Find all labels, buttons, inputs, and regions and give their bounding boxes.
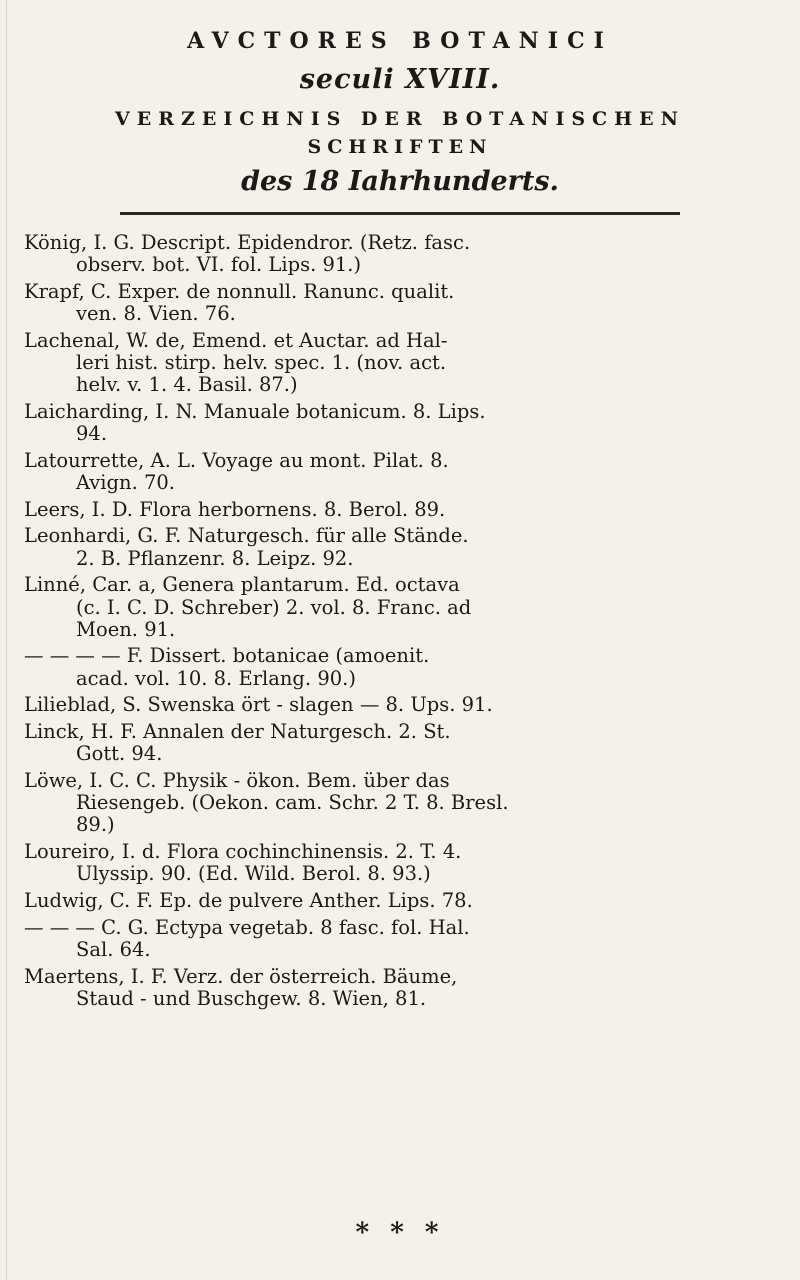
bibliography-entry (24, 401, 784, 445)
entry-line: (c. I. C. D. Schreber) 2. vol. 8. Franc. ad (76, 595, 472, 619)
entry-line: Linné, Car. a, Genera plantarum. Ed. octava (24, 573, 460, 597)
footer-stars: * * * (355, 1218, 445, 1248)
bibliography-entry (24, 281, 784, 325)
entry-line: Riesengeb. (Oekon. cam. Schr. 2 T. 8. Bresl. (76, 791, 509, 815)
entry-line: Leers, I. D. Flora herbornens. 8. Berol. 89. (24, 497, 446, 521)
entry-line: Staud - und Buschgew. 8. Wien, 81. (76, 986, 427, 1010)
bibliography-entry (24, 232, 784, 276)
bibliography-entry (24, 645, 784, 689)
entry-line: Löwe, I. C. C. Physik - ökon. Bem. über das (24, 768, 450, 792)
bibliography-entry (24, 966, 784, 1010)
entry-line: Ludwig, C. F. Ep. de pulvere Anther. Lips. 78. (24, 888, 473, 912)
entry-line: Krapf, C. Exper. de nonnull. Ranunc. qualit. (24, 279, 455, 303)
entry-line: leri hist. stirp. helv. spec. 1. (nov. act. (76, 351, 447, 375)
entry-line: Sal. 64. (76, 937, 151, 961)
bibliography-entry (24, 574, 784, 641)
entry-line: helv. v. 1. 4. Basil. 87.) (76, 373, 298, 397)
bibliography-entry (24, 694, 784, 716)
entry-line: Maertens, I. F. Verz. der österreich. Bäume, (24, 964, 458, 988)
title-line-2: seculi XVIII. (299, 64, 501, 95)
entry-line: Loureiro, I. d. Flora cochinchinensis. 2. T. 4. (24, 840, 462, 864)
bibliography-entry (24, 770, 784, 837)
entry-line: 2. B. Pflanzenr. 8. Leipz. 92. (76, 546, 354, 570)
bibliography-entry (24, 721, 784, 765)
entry-line: Lilieblad, S. Swenska ört - slagen — 8. Ups. 91. (24, 693, 493, 717)
title-line-1: AVCTORES BOTANICI (187, 28, 613, 54)
bibliography-entry (24, 450, 784, 494)
entry-line: acad. vol. 10. 8. Erlang. 90.) (76, 666, 356, 690)
entry-line: — — — — F. Dissert. botanicae (amoenit. (24, 644, 430, 668)
entry-line: 89.) (76, 813, 115, 837)
entry-line: Linck, H. F. Annalen der Naturgesch. 2. St. (24, 720, 451, 744)
bibliography-entry (24, 525, 784, 569)
bibliography-entry (24, 890, 784, 912)
entry-line: ven. 8. Vien. 76. (76, 302, 236, 326)
entry-line: Gott. 94. (76, 742, 163, 766)
bibliography-entry (24, 917, 784, 961)
entry-line: observ. bot. VI. fol. Lips. 91.) (76, 253, 362, 277)
entry-line: Laicharding, I. N. Manuale botanicum. 8. Lips. (24, 399, 486, 423)
divider-rule (120, 212, 680, 215)
title-line-3: VERZEICHNIS DER BOTANISCHEN (115, 108, 685, 130)
entry-line: Leonhardi, G. F. Naturgesch. für alle Stände. (24, 524, 469, 548)
entry-line: Lachenal, W. de, Emend. et Auctar. ad Hal- (24, 328, 448, 352)
entry-line: König, I. G. Descript. Epidendror. (Retz. fasc. (24, 231, 471, 254)
entry-list (24, 232, 784, 1015)
bibliography-entry (24, 499, 784, 521)
bibliography-entry (24, 841, 784, 885)
title-line-5: des 18 Iahrhunderts. (241, 166, 559, 197)
entry-line: Latourrette, A. L. Voyage au mont. Pilat. 8. (24, 448, 449, 472)
entry-line: Moen. 91. (76, 617, 176, 641)
bibliography-entry (24, 330, 784, 397)
entry-line: 94. (76, 422, 108, 446)
entry-line: — — — C. G. Ectypa vegetab. 8 fasc. fol. Hal. (24, 915, 470, 939)
entry-line: Ulyssip. 90. (Ed. Wild. Berol. 8. 93.) (76, 862, 431, 886)
title-line-4: SCHRIFTEN (307, 136, 493, 158)
entry-line: Avign. 70. (76, 471, 175, 495)
